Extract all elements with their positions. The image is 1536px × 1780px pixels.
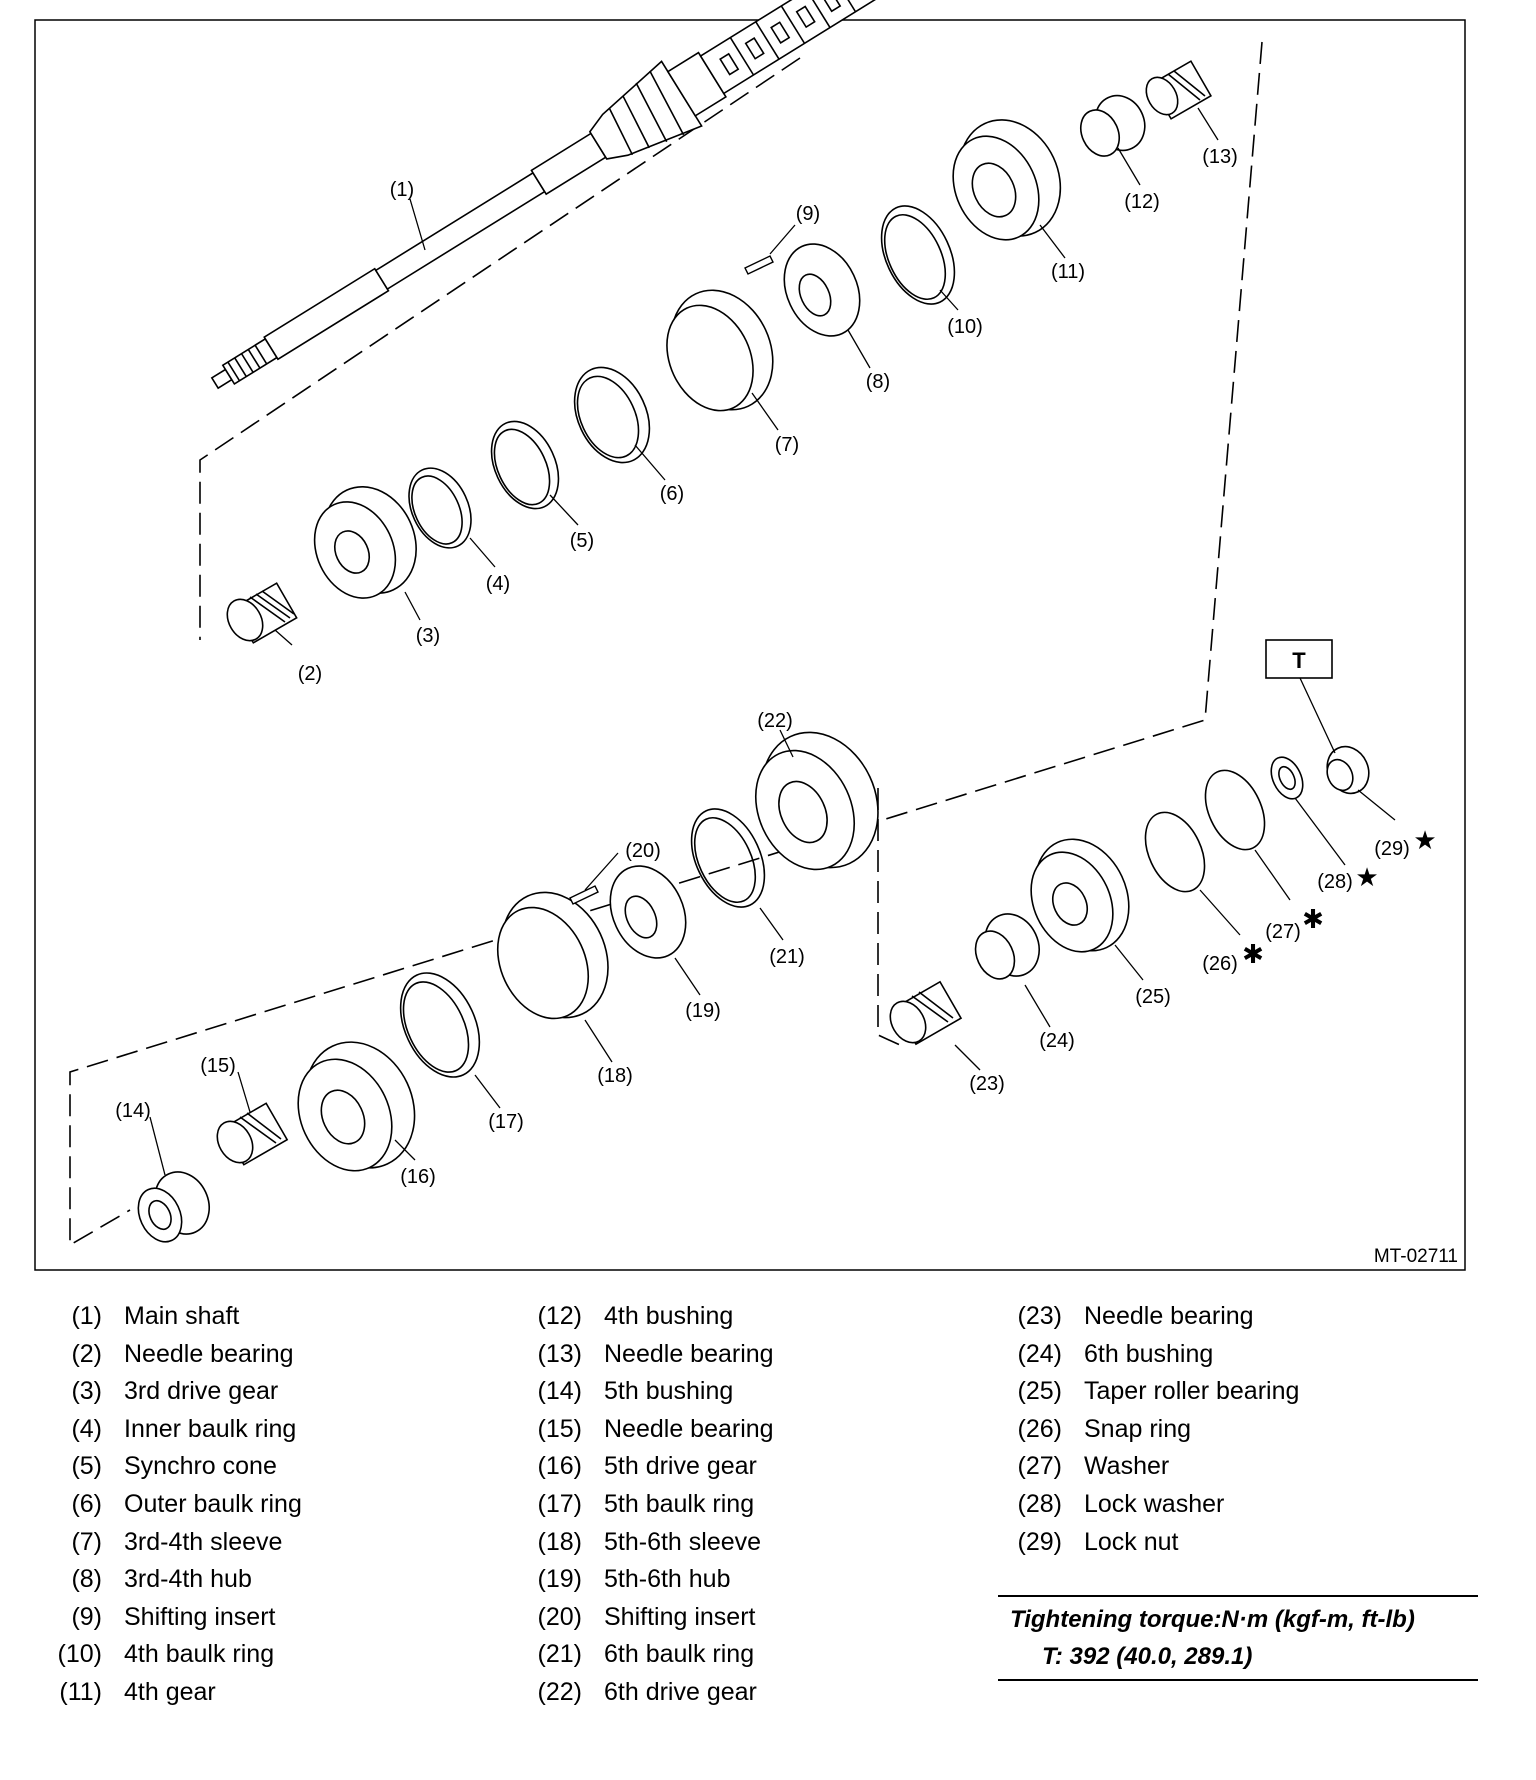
callout-24: (24) <box>1039 1030 1075 1052</box>
callout-2: (2) <box>297 663 323 685</box>
callout-28: (28) <box>1317 871 1353 893</box>
legend-item-number: (28) <box>1017 1489 1062 1518</box>
legend-item-number: (9) <box>71 1602 102 1631</box>
legend-item <box>50 1599 302 1637</box>
legend-item <box>50 1524 302 1562</box>
legend-item-label: 5th-6th sleeve <box>604 1527 762 1556</box>
callout-8: (8) <box>865 371 891 393</box>
legend-item-label: Main shaft <box>124 1302 240 1330</box>
legend-item <box>530 1636 774 1674</box>
callout-10: (10) <box>947 316 983 338</box>
legend-column-1 <box>50 1298 302 1712</box>
callout-12: (12) <box>1124 191 1160 213</box>
legend-item <box>50 1486 302 1524</box>
legend-item-label: Lock nut <box>1084 1527 1179 1556</box>
legend-item <box>530 1336 774 1374</box>
callout-19: (19) <box>685 1000 721 1022</box>
legend-item-label: Needle bearing <box>604 1414 774 1443</box>
legend-item-number: (10) <box>57 1640 102 1669</box>
legend-item <box>50 1561 302 1599</box>
callout-7: (7) <box>774 434 800 456</box>
legend-item <box>530 1373 774 1411</box>
callout-labels <box>115 146 1410 1188</box>
legend-item <box>50 1336 302 1374</box>
legend-item-number: (4) <box>71 1414 102 1443</box>
figure-code: MT-02711 <box>1373 1246 1458 1267</box>
needle-bearing-2 <box>220 583 297 647</box>
legend-item-number: (1) <box>71 1302 102 1330</box>
callout-1: (1) <box>389 179 415 201</box>
legend-item <box>1010 1298 1299 1336</box>
callout-3: (3) <box>415 625 441 647</box>
legend-item-label: 5th-6th hub <box>604 1565 731 1594</box>
callout-17: (17) <box>488 1111 524 1133</box>
legend-item-number: (26) <box>1017 1414 1062 1443</box>
callout-23: (23) <box>969 1073 1005 1095</box>
legend-item-number: (24) <box>1017 1339 1062 1368</box>
callout-4: (4) <box>485 573 511 595</box>
legend-item-number: (16) <box>537 1452 582 1481</box>
needle-bearing-15 <box>210 1103 287 1169</box>
legend-item-label: Needle bearing <box>604 1339 774 1368</box>
legend-item-number: (21) <box>537 1640 582 1669</box>
legend-column-2 <box>530 1298 774 1712</box>
legend-item-label: Needle bearing <box>124 1339 294 1368</box>
callout-9: (9) <box>795 203 821 225</box>
legend-item-label: 5th baulk ring <box>604 1489 755 1518</box>
callout-18: (18) <box>597 1065 633 1087</box>
torque-spec <box>998 1595 1478 1681</box>
diagram-frame <box>35 20 1465 1270</box>
legend-item-label: Outer baulk ring <box>124 1489 302 1518</box>
torque-rule-bottom <box>998 1679 1478 1681</box>
torque-value: T: 392 (40.0, 289.1) <box>1042 1643 1253 1670</box>
legend-item <box>50 1298 302 1336</box>
legend-item <box>530 1524 774 1562</box>
callout-29: (29) <box>1374 838 1410 860</box>
legend-item-label: Shifting insert <box>124 1602 276 1631</box>
star-icon: ★ <box>1355 862 1379 892</box>
legend-item-number: (14) <box>537 1377 582 1406</box>
legend-item-number: (15) <box>537 1414 582 1443</box>
legend-item <box>50 1411 302 1449</box>
legend-item-number: (8) <box>71 1565 102 1594</box>
callout-11: (11) <box>1050 261 1086 283</box>
legend-item-label: Washer <box>1084 1452 1170 1481</box>
legend-item <box>1010 1486 1299 1524</box>
leader-lines <box>150 108 1395 1175</box>
legend-item <box>530 1674 774 1712</box>
legend-item-label: Needle bearing <box>1084 1302 1254 1330</box>
legend-item-number: (27) <box>1017 1452 1062 1481</box>
legend-item-number: (25) <box>1017 1377 1062 1406</box>
legend-item <box>530 1298 774 1336</box>
legend-item-label: 3rd drive gear <box>124 1377 279 1406</box>
callout-22: (22) <box>757 710 793 732</box>
callout-13: (13) <box>1202 146 1238 168</box>
legend-item-label: Inner baulk ring <box>124 1414 297 1443</box>
callout-21: (21) <box>769 946 805 968</box>
legend-item-label: 3rd-4th sleeve <box>124 1527 283 1556</box>
callout-15: (15) <box>200 1055 236 1077</box>
legend-item-number: (19) <box>537 1565 582 1594</box>
gear-16 <box>281 1024 435 1186</box>
callout-26: (26) <box>1202 953 1238 975</box>
legend-item-number: (29) <box>1017 1527 1062 1556</box>
callout-14: (14) <box>115 1100 151 1122</box>
torque-title: Tightening torque:N·m (kgf-m, ft-lb) <box>1010 1606 1415 1633</box>
torque-box-letter: T <box>1292 648 1306 673</box>
legend-item-label: 6th baulk ring <box>604 1640 755 1669</box>
legend-item-number: (11) <box>59 1677 102 1706</box>
legend-item <box>1010 1448 1299 1486</box>
legend-item <box>530 1448 774 1486</box>
legend-item-number: (5) <box>71 1452 102 1481</box>
legend-item <box>1010 1524 1299 1562</box>
legend-item-label: 6th bushing <box>1084 1339 1214 1368</box>
legend-item-label: 3rd-4th hub <box>124 1565 252 1594</box>
legend-item-label: 5th drive gear <box>604 1452 757 1481</box>
legend-item <box>1010 1373 1299 1411</box>
alignment-lines <box>70 42 1262 1245</box>
legend-item <box>530 1486 774 1524</box>
legend-item-number: (3) <box>71 1377 102 1406</box>
callout-16: (16) <box>400 1166 436 1188</box>
legend-item-label: Snap ring <box>1084 1414 1192 1443</box>
legend-item-number: (12) <box>537 1302 582 1330</box>
legend-item-label: Shifting insert <box>604 1602 756 1631</box>
legend-item-number: (2) <box>71 1339 102 1368</box>
legend-item <box>1010 1411 1299 1449</box>
legend-item-number: (22) <box>537 1677 582 1706</box>
legend-item-number: (20) <box>537 1602 582 1631</box>
legend-item-label: 4th gear <box>124 1677 216 1706</box>
asterisk-icon: ✱ <box>1242 939 1264 969</box>
legend-item-number: (23) <box>1017 1302 1062 1330</box>
legend-item-number: (7) <box>71 1527 102 1556</box>
legend-item-label: 4th bushing <box>604 1302 734 1330</box>
legend-item-label: 5th bushing <box>604 1377 734 1406</box>
legend-item-label: Lock washer <box>1084 1489 1225 1518</box>
legend-item-label: 4th baulk ring <box>124 1640 275 1669</box>
legend-item <box>50 1373 302 1411</box>
callout-25: (25) <box>1135 986 1171 1008</box>
legend-item-number: (17) <box>537 1489 582 1518</box>
legend-item-label: 6th drive gear <box>604 1677 757 1706</box>
legend-item <box>50 1448 302 1486</box>
callout-27: (27) <box>1265 921 1301 943</box>
legend-item <box>50 1636 302 1674</box>
torque-rule-top <box>998 1595 1478 1597</box>
legend-item-number: (6) <box>71 1489 102 1518</box>
legend-item <box>530 1561 774 1599</box>
legend-item-number: (13) <box>537 1339 582 1368</box>
legend-item <box>50 1674 302 1712</box>
star-icon: ★ <box>1413 825 1437 855</box>
needle-bearing-23 <box>883 982 961 1049</box>
legend-column-3 <box>1010 1298 1299 1561</box>
gear-11 <box>937 103 1079 254</box>
legend-item-label: Taper roller bearing <box>1084 1377 1300 1406</box>
legend-item <box>530 1411 774 1449</box>
asterisk-icon: ✱ <box>1302 904 1324 934</box>
callout-6: (6) <box>659 483 685 505</box>
callout-20: (20) <box>625 840 661 862</box>
gear-22 <box>737 713 899 886</box>
legend-item-label: Synchro cone <box>124 1452 277 1481</box>
legend-item-number: (18) <box>537 1527 582 1556</box>
legend-item <box>530 1599 774 1637</box>
legend-item <box>1010 1336 1299 1374</box>
callout-5: (5) <box>569 530 595 552</box>
